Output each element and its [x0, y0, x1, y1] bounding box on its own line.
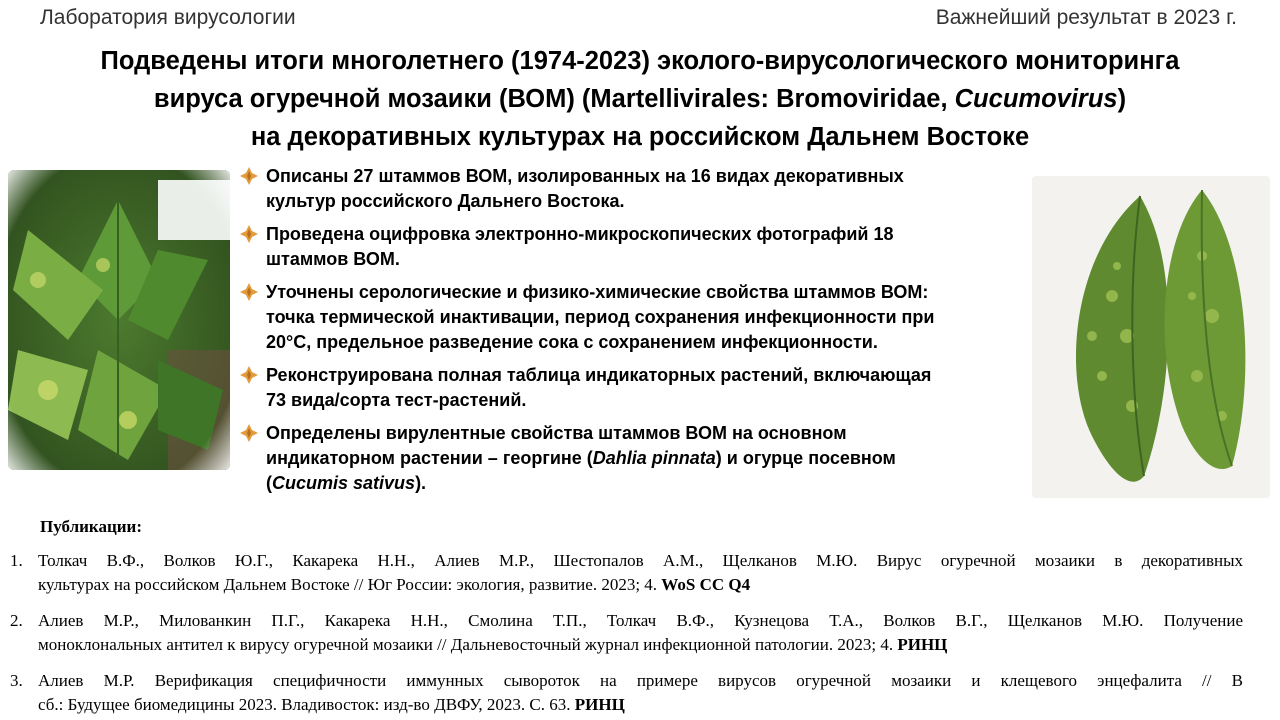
diamond-bullet-icon: [240, 167, 258, 185]
slide-title: [0, 42, 1280, 156]
lab-name: Лаборатория вирусологии: [40, 6, 296, 29]
plant-photo: [8, 170, 230, 470]
list-item: Проведена оцифровка электронно-микроскопических фотографий 18 штаммов ВОМ.: [236, 222, 1026, 272]
index-badge: WoS CC Q4: [661, 575, 751, 594]
index-badge: РИНЦ: [897, 635, 948, 654]
diamond-bullet-icon: [240, 424, 258, 442]
diamond-bullet-icon: [240, 366, 258, 384]
list-item: Описаны 27 штаммов ВОМ, изолированных на 16 видах декоративных культур российского Дальнего Востока.: [236, 164, 1026, 214]
list-item: Реконструирована полная таблица индикаторных растений, включающая 73 вида/сорта тест-растений.: [236, 363, 1026, 413]
list-item: Уточнены серологические и физико-химические свойства штаммов ВОМ: точка термической инактивации, период сохранения инфекционности при 20°С, предельное разведение сока с сохранением инфекционности.: [236, 280, 1026, 355]
publications-heading: Публикации:: [40, 517, 142, 536]
diamond-bullet-icon: [240, 225, 258, 243]
title-line-3: на декоративных культурах на российском Дальнем Востоке: [250, 123, 1030, 151]
list-item: Определены вирулентные свойства штаммов ВОМ на основном индикаторном растении – георгине (Dahlia pinnata) и огурце посевном (Cucumis sativus).: [236, 421, 1026, 496]
leaves-photo: [1032, 176, 1270, 498]
diamond-bullet-icon: [240, 283, 258, 301]
index-badge: РИНЦ: [574, 695, 625, 714]
result-year: Важнейший результат в 2023 г.: [935, 6, 1237, 29]
results-list: [236, 164, 1026, 504]
title-line-1: Подведены итоги многолетнего (1974-2023) эколого-вирусологического мониторинга: [100, 47, 1180, 75]
title-line-2: вируса огуречной мозаики (ВОМ) (Martellivirales: Bromoviridae, Cucumovirus): [153, 85, 1127, 113]
